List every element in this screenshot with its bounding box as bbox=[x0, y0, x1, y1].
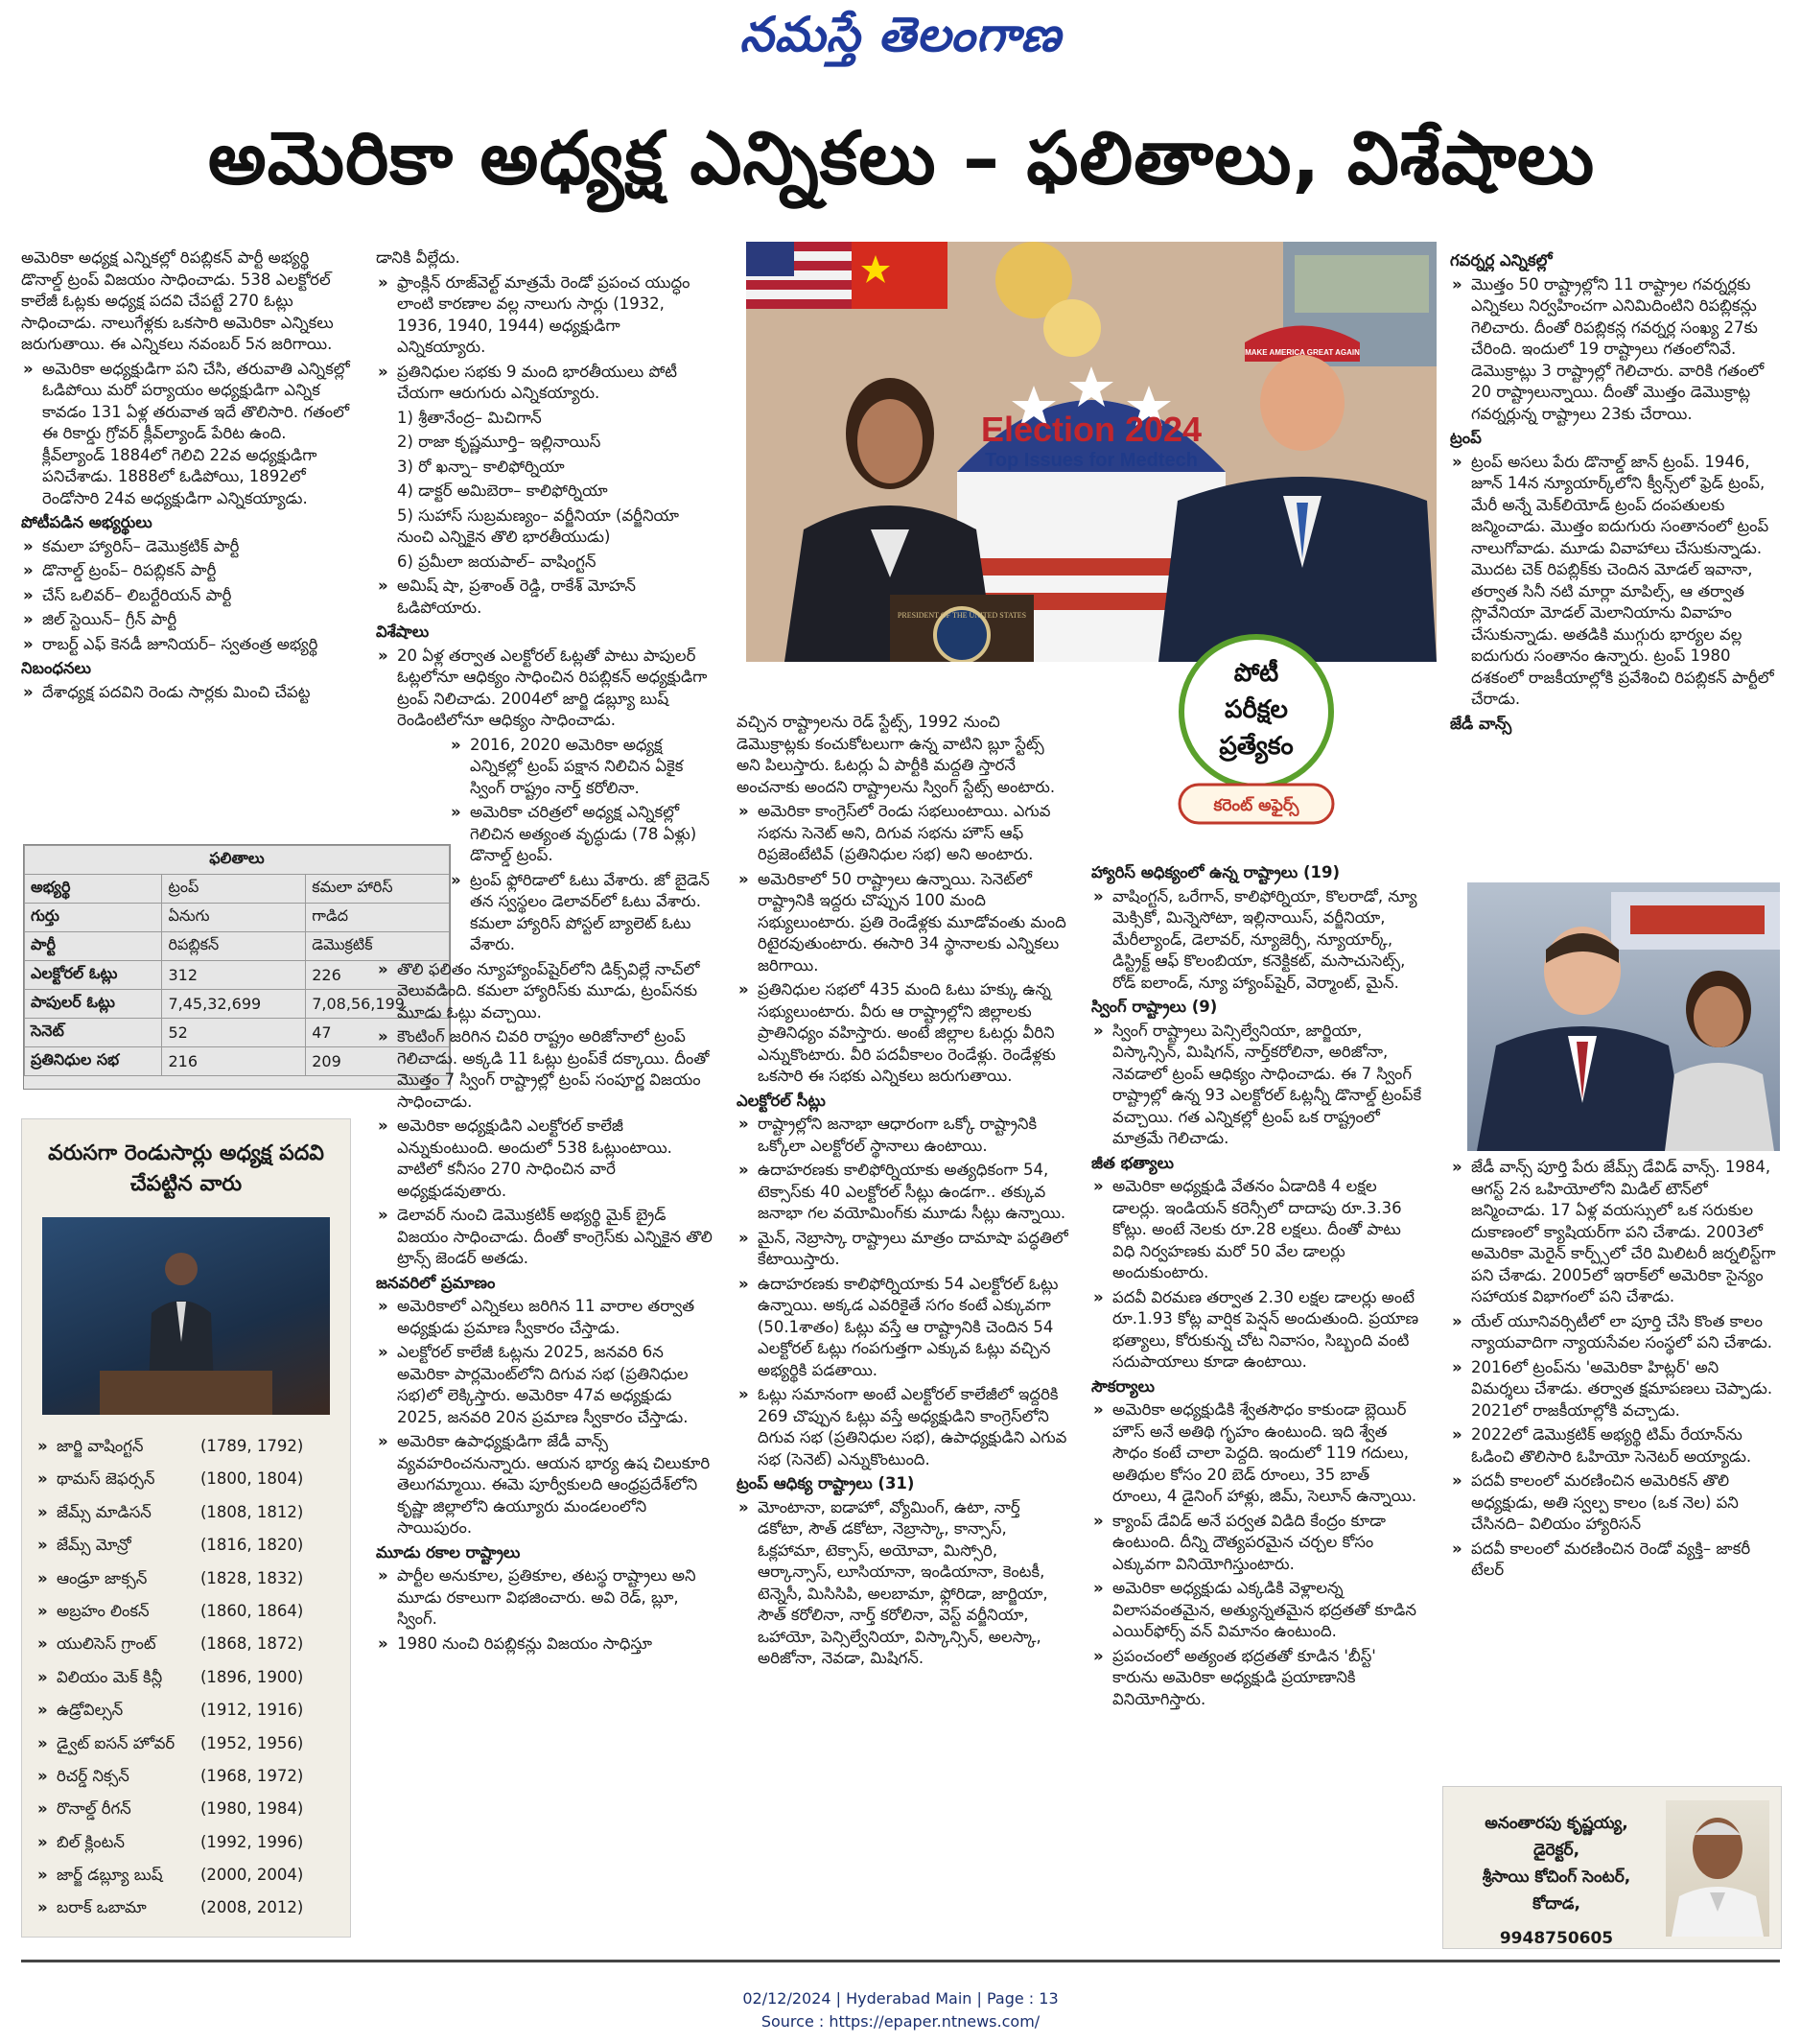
numbered-item: 1) శ్రీతానేంద్ర– మిచిగాన్ bbox=[397, 408, 542, 427]
section-heading: ఎలక్టోరల్ సీట్లు bbox=[737, 1091, 826, 1110]
bullet-paragraph: » స్వింగ్ రాష్ట్రాలు పెన్సిల్వేనియా, జార్జియా, విస్కాన్సిన్, మిషిగన్, నార్త్‌కరోలినా, అరిజోనా, నెవడాలో ట్రంప్ ఆధిక్యం సాధించాడు. ఈ 7 స్వింగ్ రాష్ట్రాల్లో ఉన్న 93 ఎలక్టోరల్ ఓట్లన్నీ డొనాల్డ్ ట్రంప్‌కే వచ్చాయి. గత ఎన్నికల్లో ట్రంప్ ఒక రాష్ట్రంలో మాత్రమే గెలిచాడు. bbox=[1091, 1021, 1423, 1150]
us-flag-icon bbox=[746, 242, 852, 309]
bullet-paragraph: » ఫ్రాంక్లిన్ రూజ్‌వెల్ట్ మాత్రమే రెండో ప్రపంచ యుద్ధం లాంటి కారణాల వల్ల నాలుగు సార్లు (1932, 1936, 1940, 1944) అధ్యక్షుడిగా ఎన్నికయ్యారు. bbox=[376, 272, 713, 359]
row-label: పాపులర్ ఓట్లు bbox=[25, 990, 162, 1019]
trump-value: ఏనుగు bbox=[162, 904, 306, 932]
bullet-paragraph: » 1980 నుంచి రిపబ్లికన్లు విజయం సాధిస్తూ bbox=[376, 1633, 713, 1656]
section-heading: పోటీపడిన అభ్యర్థులు bbox=[21, 513, 152, 531]
article-column-1 bbox=[21, 247, 353, 840]
harris-value: 209 bbox=[306, 1047, 450, 1076]
badge-line-4: కరెంట్ అఫైర్స్ bbox=[1213, 796, 1299, 815]
author-details bbox=[1461, 1810, 1652, 1952]
bullet-paragraph: » అమెరికా కాంగ్రెస్‌లో రెండు సభలుంటాయి. ఎగువ సభను సెనెట్ అని, దిగువ సభను హౌస్ ఆఫ్ రిప్రజెంటేటివ్ (ప్రతినిధుల సభ) అని అంటారు. bbox=[737, 801, 1068, 866]
article-column-5-top bbox=[1450, 247, 1780, 879]
author-org: శ్రీసాయి కోచింగ్ సెంటర్, bbox=[1482, 1868, 1631, 1887]
seal-text: PRESIDENT OF THE UNITED STATES bbox=[897, 611, 1027, 620]
president-name: రిచర్డ్ నిక్సన్ bbox=[57, 1766, 129, 1785]
vance-couple-illustration bbox=[1467, 882, 1780, 1151]
bullet-paragraph: » ట్రంప్ ఫ్లోరిడాలో ఓటు వేశారు. జో బైడెన్ తన స్వస్థలం డెలావర్‌లో ఓటు వేశారు. కమలా హ్యారిస్ పోస్టల్ బ్యాలెట్ ఓటు వేశారు. bbox=[449, 870, 713, 956]
hero-title: Election 2024 bbox=[980, 410, 1203, 449]
bullet-paragraph: » పదవీ కాలంలో మరణించిన రెండో వ్యక్తి– జాకరీ టేలర్ bbox=[1450, 1539, 1780, 1582]
hero-illustration bbox=[746, 242, 1437, 662]
author-role: డైరెక్టర్, bbox=[1532, 1841, 1580, 1860]
bullet-paragraph: » మొత్తం 50 రాష్ట్రాల్లోని 11 రాష్ట్రాల గవర్నర్లకు ఎన్నికలు నిర్వహించగా ఎనిమిదింటిని రిపబ్లికన్లు గెలిచారు. దీంతో రిపబ్లికన్ల గవర్నర్ల సంఖ్య 27కు చేరింది. ఇందులో 19 రాష్ట్రాలు గతంలోనివే. డెమొక్రాట్లు 3 రాష్ట్రాల్లో గెలిచారు. వారికి గతంలో 20 రాష్ట్రాలున్నాయి. దీంతో మొత్తం డెమొక్రాట్ల గవర్నర్లున్న రాష్ట్రాలు 23కు చేరాయి. bbox=[1450, 274, 1780, 426]
list-item bbox=[30, 1727, 342, 1760]
article-column-4 bbox=[1091, 859, 1423, 1951]
page-headline bbox=[19, 115, 1784, 230]
bullet-paragraph: » 2016లో ట్రంప్‌ను 'అమెరికా హిట్లర్' అని విమర్శలు చేశాడు. తర్వాత క్షమాపణలు చెప్పాడు. 2021లో రాజకీయాల్లోకి వచ్చాడు. bbox=[1450, 1357, 1780, 1422]
numbered-item: 5) సుహాస్ సుబ్రమణ్యం– వర్జీనియా (వర్జీనియా నుంచి ఎన్నికైన తొలి భారతీయుడు) bbox=[397, 505, 680, 546]
podium bbox=[100, 1371, 272, 1415]
trump-value: 312 bbox=[162, 961, 306, 990]
bullet-paragraph: » ఎలక్టోరల్ కాలేజీ ఓట్లను 2025, జనవరి 6న అమెరికా పార్లమెంట్‌లోని దిగువ సభ (ప్రతినిధుల సభ)లో లెక్కిస్తారు. అమెరికా 47వ అధ్యక్షుడు 2025, జనవరి 20న ప్రమాణ స్వీకారం చేస్తాడు. bbox=[376, 1342, 713, 1428]
section-heading: విశేషాలు bbox=[376, 623, 430, 641]
candidate-item: » రాబర్ట్ ఎఫ్ కెనడీ జూనియర్– స్వతంత్ర అభ్యర్థి bbox=[21, 634, 353, 656]
current-affairs-badge bbox=[1178, 633, 1335, 829]
bullet-paragraph: » మైన్, నెబ్రాస్కా రాష్ట్రాలు మాత్రం దామాషా పద్ధతిలో కేటాయిస్తారు. bbox=[737, 1228, 1068, 1271]
row-label: పార్టీ bbox=[25, 932, 162, 961]
president-years: (1816, 1820) bbox=[200, 1536, 304, 1555]
list-item bbox=[30, 1859, 342, 1891]
bullet-paragraph: » డెలావర్ నుంచి డెమొక్రటిక్ అభ్యర్థి మైక్ బ్రైడ్ విజయం సాధించాడు. దీంతో కాంగ్రెస్‌కు ఎన్నికైన తొలి ట్రాన్స్ జెండర్ అతడు. bbox=[376, 1205, 713, 1270]
list-item bbox=[30, 1595, 342, 1628]
numbered-item: 2) రాజా కృష్ణమూర్తి– ఇల్లినాయిస్ bbox=[397, 433, 601, 451]
president-name: అబ్రహం లింకన్ bbox=[57, 1601, 150, 1620]
president-years: (1789, 1792) bbox=[200, 1437, 304, 1455]
two-term-presidents-box bbox=[21, 1118, 351, 1938]
hat-text: MAKE AMERICA GREAT AGAIN bbox=[1245, 348, 1360, 357]
bullet-paragraph: » పార్టీల అనుకూల, ప్రతికూల, తటస్థ రాష్ట్రాలు అని మూడు రకాలుగా విభజించారు. అవి రెడ్, బ్లూ, స్వింగ్. bbox=[376, 1565, 713, 1631]
row-label: సెనెట్ bbox=[25, 1019, 162, 1047]
hero-subtitle: Top Issues for Medtech bbox=[985, 450, 1198, 471]
election-hero-image bbox=[746, 242, 1437, 662]
president-name: ఆండ్రూ జాక్సన్ bbox=[57, 1568, 148, 1587]
bullet-paragraph: » యేల్ యూనివర్సిటీలో లా పూర్తి చేసి కొంత కాలం న్యాయవాదిగా న్యాయసేవల సంస్థలో పని చేశాడు. bbox=[1450, 1311, 1780, 1354]
list-item bbox=[30, 1826, 342, 1859]
president-years: (1800, 1804) bbox=[200, 1469, 304, 1489]
bullet-paragraph: » 2022లో డెమొక్రటిక్ అభ్యర్థి టిమ్ రేయాన్‌ను ఓడించి తొలిసారి ఓహియో సెనెటర్ అయ్యాడు. bbox=[1450, 1424, 1780, 1468]
author-place: కోదాడ, bbox=[1532, 1894, 1580, 1914]
author-box bbox=[1442, 1786, 1782, 1949]
numbered-item: 4) డాక్టర్ అమిబెరా– కాలిఫోర్నియా bbox=[397, 482, 608, 500]
candidate-item: » చేస్ ఒలివర్– లిబర్టేరియన్ పార్టీ bbox=[21, 585, 353, 607]
harris-value: 47 bbox=[306, 1019, 450, 1047]
section-heading: జీత భత్యాలు bbox=[1091, 1153, 1175, 1172]
harris-value: 226 bbox=[306, 961, 450, 990]
bullet-paragraph: » అమెరికా అధ్యక్షుడిగా పని చేసి, తరువాతి ఎన్నికల్లో ఓడిపోయి మరో పర్యాయం అధ్యక్షుడిగా ఎన్నిక కావడం 131 ఏళ్ల తరువాత ఇదే తొలిసారి. గతంలో ఈ రికార్డు గ్రోవర్ క్లీవ్‌ల్యాండ్ పేరిట ఉంది. క్లీవ్‌ల్యాండ్ 1884లో గెలిచి 22వ అధ్యక్షుడిగా పనిచేశాడు. 1888లో ఓడిపోయి, 1892లో రెండోసారి 24వ అధ్యక్షుడిగా ఎన్నికయ్యాడు. bbox=[21, 359, 353, 510]
paragraph: వచ్చిన రాష్ట్రాలను రెడ్ స్టేట్స్, 1992 నుంచి డెమొక్రాట్లకు కంచుకోటలుగా ఉన్న వాటిని బ్లూ స్టేట్స్ అని పిలుస్తారు. ఓటర్లు ఏ పార్టీకి మద్దతి స్తారనే అంచనాకు అందని రాష్ట్రాలను స్వింగ్ స్టేట్స్ అంటారు. bbox=[737, 713, 1056, 796]
bullet-paragraph: » ప్రపంచంలో అత్యంత భద్రతతో కూడిన 'బీస్ట్' కారును అమెరికా అధ్యక్షుడి ప్రయాణానికి వినియోగిస్తారు. bbox=[1091, 1646, 1423, 1711]
numbered-item: 6) ప్రమీలా జయపాల్– వాషింగ్టన్ bbox=[397, 552, 596, 571]
list-item bbox=[30, 1562, 342, 1595]
bullet-paragraph: » అమెరికాలో 50 రాష్ట్రాలు ఉన్నాయి. సెనెట్‌లో రాష్ట్రానికి ఇద్దరు చొప్పున 100 మంది సభ్యులుంటారు. ప్రతి రెండేళ్లకు మూడోవంతు మంది రిటైరవుతుంటారు. ఈసారి 34 స్థానాలకు ఎన్నికలు జరిగాయి. bbox=[737, 869, 1068, 977]
article-column-2 bbox=[376, 247, 713, 1951]
bullet-paragraph: » ఓట్లు సమానంగా అంటే ఎలక్టోరల్ కాలేజీలో ఇద్దరికి 269 చొప్పున ఓట్లు వస్తే అధ్యక్షుడిని కాంగ్రెస్‌లోని దిగువ సభ (ప్రతినిధుల సభ), ఉపాధ్యక్షుడిని ఎగువ సభ (సెనెట్) ఎన్నుకొంటుంది. bbox=[737, 1384, 1068, 1470]
row-label: ఎలక్టోరల్ ఓట్లు bbox=[25, 961, 162, 990]
president-years: (1860, 1864) bbox=[200, 1601, 304, 1620]
section-heading: ట్రంప్ ఆధిక్య రాష్ట్రాలు (31) bbox=[737, 1474, 915, 1492]
row-label: అభ్యర్థి bbox=[25, 875, 162, 904]
list-item bbox=[30, 1793, 342, 1825]
bullet-paragraph: » ప్రతినిధుల సభలో 435 మంది ఓటు హక్కు ఉన్న సభ్యులుంటారు. వీరు ఆ రాష్ట్రాల్లోని జిల్లాలకు ప్రాతినిధ్యం వహిస్తారు. అంటే జిల్లాల ఓటర్లు వీరిని ఎన్నుకొంటారు. వీరి పదవీకాలం రెండేళ్లు. రెండేళ్లకు ఒకసారి ఈ సభకు ఎన్నికలు జరుగుతాయి. bbox=[737, 979, 1068, 1088]
president-name: జార్జ్ డబ్ల్యూ బుష్ bbox=[57, 1866, 163, 1885]
president-name: రొనాల్డ్ రీగన్ bbox=[57, 1799, 131, 1819]
list-item bbox=[30, 1891, 342, 1924]
president-name: థామస్ జెఫర్సన్ bbox=[57, 1469, 155, 1489]
headline-text: అమెరికా అధ్యక్ష ఎన్నికలు – ఫలితాలు, విశేషాలు bbox=[207, 115, 1596, 200]
president-years: (1896, 1900) bbox=[200, 1667, 304, 1686]
president-years: (1980, 1984) bbox=[200, 1799, 304, 1819]
president-name: జేమ్స్ మోన్రో bbox=[57, 1536, 131, 1555]
trump-value: రిపబ్లికన్ bbox=[162, 932, 306, 961]
bullet-paragraph: » ప్రతినిధుల సభకు 9 మంది భారతీయులు పోటీ చేయగా ఆరుగురు ఎన్నికయ్యారు. bbox=[376, 362, 713, 405]
jd-vance-photo bbox=[1467, 882, 1780, 1151]
harris-value: డెమొక్రటిక్ bbox=[306, 932, 450, 961]
list-item bbox=[30, 1430, 342, 1463]
numbered-item: 3) రో ఖన్నా– కాలిఫోర్నియా bbox=[397, 457, 565, 476]
trump-value: 7,45,32,699 bbox=[162, 990, 306, 1019]
bullet-paragraph: » అమెరికాలో ఎన్నికలు జరిగిన 11 వారాల తర్వాత అధ్యక్షుడు ప్రమాణ స్వీకారం చేస్తాడు. bbox=[376, 1296, 713, 1339]
section-heading: ట్రంప్ bbox=[1450, 429, 1482, 447]
footer-edition: 02/12/2024 | Hyderabad Main | Page : 13 bbox=[742, 1989, 1059, 2008]
bullet-paragraph: » తొలి ఫలితం న్యూహ్యాంప్‌షైర్‌లోని డిక్స్‌విల్లే నాచ్‌లో వెలువడింది. కమలా హ్యారిస్‌కు మూడు, ట్రంప్‌నకు మూడు ఓట్లు వచ్చాయి. bbox=[376, 959, 713, 1024]
president-name: ఉడ్రోవిల్సన్ bbox=[57, 1701, 124, 1720]
president-years: (1992, 1996) bbox=[200, 1832, 304, 1851]
author-photo bbox=[1666, 1800, 1769, 1937]
list-item bbox=[30, 1694, 342, 1727]
section-heading: మూడు రకాల రాష్ట్రాలు bbox=[376, 1542, 521, 1562]
footer-divider bbox=[21, 1960, 1780, 1962]
badge-line-3: ప్రత్యేకం bbox=[1219, 732, 1294, 761]
author-portrait-icon bbox=[1666, 1800, 1769, 1937]
section-heading: గవర్నర్ల ఎన్నికల్లో bbox=[1450, 251, 1553, 270]
bullet-paragraph: » మోంటానా, ఐడాహో, వ్యోమింగ్, ఉటా, నార్త్ డకోటా, సౌత్ డకోటా, నెబ్రాస్కా, కాన్సాస్, ఓక్లహామా, టెక్సాస్, అయోవా, మిస్సోరి, ఆర్కాన్సాస్, లూసియానా, ఇండియానా, కెంటకీ, టెన్నెసీ, మిసిసిపి, అలబామా, ఫ్లోరిడా, జార్జియా, సౌత్ కరోలినా, నార్త్ కరోలినా, వెస్ట్ వర్జీనియా, ఒహాయో, పెన్సిల్వేనియా, విస్కాన్సిన్, అలస్కా, అరిజోనా, నెవడా, మిషిగన్. bbox=[737, 1497, 1068, 1670]
president-years: (2000, 2004) bbox=[200, 1866, 304, 1885]
section-heading: జనవరిలో ప్రమాణం bbox=[376, 1273, 496, 1292]
harris-value: గాడిద bbox=[306, 904, 450, 932]
author-name: అనంతారపు కృష్ణయ్య, bbox=[1485, 1814, 1628, 1833]
section-heading: జేడీ వాన్స్ bbox=[1450, 714, 1512, 733]
president-years: (2008, 2012) bbox=[200, 1898, 304, 1917]
bullet-paragraph: » కౌంటింగ్ జరిగిన చివరి రాష్ట్రం అరిజోనాలో ట్రంప్ గెలిచాడు. అక్కడి 11 ఓట్లు ట్రంప్‌కే దక్కాయి. దీంతో మొత్తం 7 స్వింగ్ రాష్ట్రాల్లో ట్రంప్ సంపూర్ణ విజయం సాధించాడు. bbox=[376, 1026, 713, 1113]
president-years: (1808, 1812) bbox=[200, 1502, 304, 1521]
pill-icon bbox=[1043, 299, 1101, 357]
bullet-paragraph: » పదవీ విరమణ తర్వాత 2.30 లక్షల డాలర్లు అంటే రూ.1.93 కోట్ల వార్షిక పెన్షన్ అందుతుంది. ప్రయాణ భత్యాలు, కోరుకున్న చోట నివాసం, సిబ్బంది వంటి సదుపాయాలు కూడా ఉంటాయి. bbox=[1091, 1287, 1423, 1374]
list-item bbox=[30, 1496, 342, 1529]
source-link[interactable]: https://epaper.ntnews.com/ bbox=[829, 2012, 1041, 2031]
president-name: బరాక్ ఒబామా bbox=[57, 1898, 147, 1917]
president-name: యులిసెస్ గ్రాంట్ bbox=[57, 1634, 156, 1654]
president-years: (1828, 1832) bbox=[200, 1568, 304, 1587]
section-heading: నిబంధనలు bbox=[21, 659, 91, 677]
article-column-5-bottom bbox=[1450, 1157, 1780, 1778]
president-years: (1968, 1972) bbox=[200, 1766, 304, 1785]
masthead-text: నమస్తే తెలంగాణ bbox=[739, 6, 1062, 62]
president-name: జార్జి వాషింగ్టన్ bbox=[57, 1437, 144, 1455]
harris-value: 7,08,56,199 bbox=[306, 990, 450, 1019]
candidate-item: » కమలా హ్యారిస్– డెమొక్రటిక్ పార్టీ bbox=[21, 536, 353, 558]
bullet-paragraph: » పదవీ కాలంలో మరణించిన అమెరికన్ తొలి అధ్యక్షుడు, అతి స్వల్ప కాలం (ఒక నెల) పని చేసినది– విలియం హ్యారిసన్ bbox=[1450, 1470, 1780, 1536]
badge-line-1: పోటీ bbox=[1233, 659, 1279, 688]
bullet-paragraph: » రాష్ట్రాల్లోని జనాభా ఆధారంగా ఒక్కో రాష్ట్రానికి ఒక్కోలా ఎలక్టోరల్ స్థానాలు ఉంటాయి. bbox=[737, 1114, 1068, 1157]
banknote-icon bbox=[1295, 255, 1429, 313]
president-years: (1912, 1916) bbox=[200, 1701, 304, 1720]
bullet-paragraph: » క్యాంప్ డేవిడ్ అనే పర్వత విడిది కేంద్రం కూడా ఉంటుంది. దీన్ని దౌత్యపరమైన చర్చల కోసం ఎక్కువగా వినియోగిస్తుంటారు. bbox=[1091, 1511, 1423, 1576]
president-name: విలియం మెక్ కిన్లీ bbox=[57, 1667, 163, 1686]
footer-source-label: Source : bbox=[760, 2012, 830, 2031]
section-heading: స్వింగ్ రాష్ట్రాలు (9) bbox=[1091, 998, 1218, 1016]
list-item bbox=[30, 1529, 342, 1562]
paragraph: డానికి వీల్లేదు. bbox=[376, 248, 460, 267]
president-years: (1952, 1956) bbox=[200, 1733, 304, 1752]
bullet-paragraph: » అమిష్ షా, ప్రశాంత్ రెడ్డి, రాకేశ్ మోహన్ ఓడిపోయారు. bbox=[376, 576, 713, 619]
trump-value: 52 bbox=[162, 1019, 306, 1047]
bullet-paragraph: » అమెరికా చరిత్రలో అధ్యక్ష ఎన్నికల్లో గెలిచిన అత్యంత వృద్ధుడు (78 ఏళ్లు) డొనాల్డ్ ట్రంప్. bbox=[449, 802, 713, 867]
section-heading: హ్యారిస్ అధిక్యంలో ఉన్న రాష్ట్రాలు (19) bbox=[1091, 863, 1340, 881]
bullet-paragraph: » ట్రంప్ అసలు పేరు డొనాల్డ్ జాన్ ట్రంప్. 1946, జూన్ 14న న్యూయార్క్‌లోని క్వీన్స్‌లో ఫ్రెడ్ ట్రంప్, మేరీ అన్నే మెక్‌లియోడ్ ట్రంప్ దంపతులకు జన్మించాడు. మొత్తం ఐదుగురు సంతానంలో ట్రంప్ నాలుగోవాడు. మూడు వివాహాలు చేసుకున్నాడు. మొదట చెక్ రిపబ్లిక్‌కు చెందిన మోడల్ ఇవానా, తర్వాత సినీ నటి మార్లా మాపిల్స్, ఆ తర్వాత స్లొవేనియా మోడల్ మెలానియాను వివాహం చేసుకున్నాడు. అతడికి ముగ్గురు భార్యల వల్ల ఐదుగురు సంతానం ఉన్నారు. ట్రంప్ 1980 దశకంలో రాజకీయాల్లోకి ప్రవేశించి రిపబ్లికన్ పార్టీలో చేరాడు. bbox=[1450, 452, 1780, 711]
box-title: వరుసగా రెండుసార్లు అధ్యక్ష పదవి చేపట్టిన వారు bbox=[48, 1141, 324, 1196]
masthead-logo bbox=[0, 6, 1801, 73]
section-heading: సౌకర్యాలు bbox=[1091, 1376, 1155, 1396]
author-phone: 9948750605 bbox=[1499, 1929, 1614, 1948]
president-years: (1868, 1872) bbox=[200, 1634, 304, 1654]
bullet-paragraph: » ఉదాహరణకు కాలిఫోర్నియాకు అత్యధికంగా 54, టెక్సాస్‌కు 40 ఎలక్టోరల్ సీట్లు ఉండగా.. తక్కువ జనాభా గల వయోమింగ్‌కు మూడు సీట్లు ఉన్నాయి. bbox=[737, 1160, 1068, 1225]
president-name: బిల్ క్లింటన్ bbox=[57, 1832, 125, 1851]
presidents-list bbox=[22, 1430, 350, 1925]
list-item bbox=[30, 1661, 342, 1694]
president-name: డ్వైట్ ఐసన్ హోవర్ bbox=[57, 1733, 175, 1752]
harris-value: కమలా హారిస్ bbox=[306, 875, 450, 904]
bullet-paragraph: » అమెరికా అధ్యక్షుడిని ఎలక్టోరల్ కాలేజీ ఎన్నుకుంటుంది. అందులో 538 ఓట్లుంటాయి. వాటిలో కనీసం 270 సాధించిన వారే అధ్యక్షుడవుతారు. bbox=[376, 1116, 713, 1202]
bullet-paragraph: » దేశాధ్యక్ష పదవిని రెండు సార్లకు మించి చేపట్ట bbox=[21, 682, 353, 704]
bullet-paragraph: » అమెరికా అధ్యక్షుడి వేతనం ఏడాదికి 4 లక్షల డాలర్లు. ఇండియన్ కరెన్సీలో దాదాపు రూ.3.36 కోట్లు. అంటే నెలకు రూ.28 లక్షలు. దీంతో పాటు విధి నిర్వహణకు మరో 50 వేల డాలర్లు అందుకుంటారు. bbox=[1091, 1176, 1423, 1284]
badge-graphic bbox=[1178, 633, 1335, 829]
trump-value: 216 bbox=[162, 1047, 306, 1076]
list-item bbox=[30, 1463, 342, 1495]
footer-date-line bbox=[0, 1989, 1801, 2008]
bullet-paragraph: » అమెరికా అధ్యక్షుడికి శ్వేతసౌధం కాకుండా బ్లెయిర్ హౌస్ అనే అతిథి గృహం ఉంటుంది. ఇది శ్వేత సౌధం కంటే చాలా పెద్దది. ఇందులో 119 గదులు, అతిథుల కోసం 20 బెడ్ రూంలు, 35 బాత్ రూంలు, 4 డైనింగ్ హాళ్లు, జిమ్, సెలూన్ ఉన్నాయి. bbox=[1091, 1399, 1423, 1508]
badge-line-2: పరీక్షల bbox=[1225, 695, 1288, 724]
china-flag-icon bbox=[852, 242, 947, 309]
trump-value: ట్రంప్ bbox=[162, 875, 306, 904]
article-column-3 bbox=[737, 712, 1068, 1951]
candidate-item: » డొనాల్డ్ ట్రంప్– రిపబ్లికన్ పార్టీ bbox=[21, 560, 353, 582]
bullet-paragraph: » వాషింగ్టన్, ఒరేగాన్, కాలిఫోర్నియా, కొలరాడో, న్యూ మెక్సికో, మిన్నెసోటా, ఇల్లినాయిస్, వర్జీనియా, మేరీల్యాండ్, డెలావర్, న్యూజెర్సీ, న్యూయార్క్, డిస్ట్రిక్ట్ ఆఫ్ కొలంబియా, కనెక్టికట్, మసాచుసెట్స్, రోడ్ ఐలాండ్, న్యూ హ్యాంప్‌షైర్, వెర్మాంట్, మైన్. bbox=[1091, 886, 1423, 995]
candidate-item: » జిల్ స్టెయిన్– గ్రీన్ పార్టీ bbox=[21, 609, 353, 631]
row-label: ప్రతినిధుల సభ bbox=[25, 1047, 162, 1076]
results-title: ఫలితాలు bbox=[25, 846, 450, 875]
bullet-paragraph: » జేడీ వాన్స్ పూర్తి పేరు జేమ్స్ డేవిడ్ వాన్స్. 1984, ఆగస్ట్ 2న ఒహియోలోని మిడిల్ టౌన్‌లో జన్మించాడు. 17 ఏళ్ల వయస్సులో ఒక సరుకుల దుకాణంలో క్యాషియర్‌గా పని చేశాడు. 2003లో అమెరికా మెరైన్ కార్ప్స్‌లో చేరి మిలిటరీ జర్నలిస్ట్‌గా పని చేశాడు. 2005లో ఇరాక్‌లో అమెరికా సైన్యం సహాయక విభాగంలో పని చేశాడు. bbox=[1450, 1157, 1780, 1308]
bullet-paragraph: » 2016, 2020 అమెరికా అధ్యక్ష ఎన్నికల్లో ట్రంప్ పక్షాన నిలిచిన ఏకైక స్వింగ్ రాష్ట్రం నార్త్ కరోలినా. bbox=[449, 735, 713, 800]
bullet-paragraph: » 20 ఏళ్ల తర్వాత ఎలక్టోరల్ ఓట్లతో పాటు పాపులర్ ఓట్లలోనూ ఆధిక్యం సాధించిన రిపబ్లికన్ అధ్యక్షుడిగా ట్రంప్ నిలిచాడు. 2004లో జార్జి డబ్ల్యూ బుష్ రెండింటిలోనూ ఆధిక్యం సాధించాడు. bbox=[376, 646, 713, 732]
row-label: గుర్తు bbox=[25, 904, 162, 932]
paragraph: అమెరికా అధ్యక్ష ఎన్నికల్లో రిపబ్లికన్ పార్టీ అభ్యర్థి డొనాల్డ్ ట్రంప్ విజయం సాధించాడు. 538 ఎలక్టోరల్ కాలేజీ ఓట్లకు అధ్యక్ష పదవి చేపట్టే 270 ఓట్లు సాధించాడు. నాలుగేళ్లకు ఒకసారి అమెరికా ఎన్నికలు జరుగుతాయి. ఈ ఎన్నికలు నవంబర్ 5న జరిగాయి. bbox=[21, 248, 334, 353]
footer-source-line bbox=[0, 2012, 1801, 2031]
bullet-paragraph: » అమెరికా అధ్యక్షుడు ఎక్కడికి వెళ్లాలన్న విలాసవంతమైన, అత్యున్నతమైన భద్రతతో కూడిన ఎయిర్‌ఫోర్స్ వన్ విమానం ఉంటుంది. bbox=[1091, 1578, 1423, 1643]
obama-photo bbox=[42, 1217, 330, 1415]
bullet-paragraph: » అమెరికా ఉపాధ్యక్షుడిగా జేడీ వాన్స్ వ్యవహరించనున్నారు. ఆయన భార్య ఉష చిలుకూరి తెలుగమ్మాయి. ఈమె పూర్వీకులది ఆంధ్రప్రదేశ్‌లోని కృష్ణా జిల్లాలోని ఉయ్యూరు మండలంలోని సాయిపురం. bbox=[376, 1431, 713, 1539]
list-item bbox=[30, 1760, 342, 1793]
list-item bbox=[30, 1628, 342, 1660]
bullet-paragraph: » ఉదాహరణకు కాలిఫోర్నియాకు 54 ఎలక్టోరల్ ఓట్లు ఉన్నాయి. అక్కడ ఎవరికైతే సగం కంటే ఎక్కువగా (50.1శాతం) ఓట్లు వస్తే ఆ రాష్ట్రానికి చెందిన 54 ఎలక్టోరల్ ఓట్లు గంపగుత్తగా ఎక్కువ ఓట్లు వచ్చిన అభ్యర్థికి పడతాయి. bbox=[737, 1274, 1068, 1382]
president-name: జేమ్స్ మాడిసన్ bbox=[57, 1502, 152, 1521]
